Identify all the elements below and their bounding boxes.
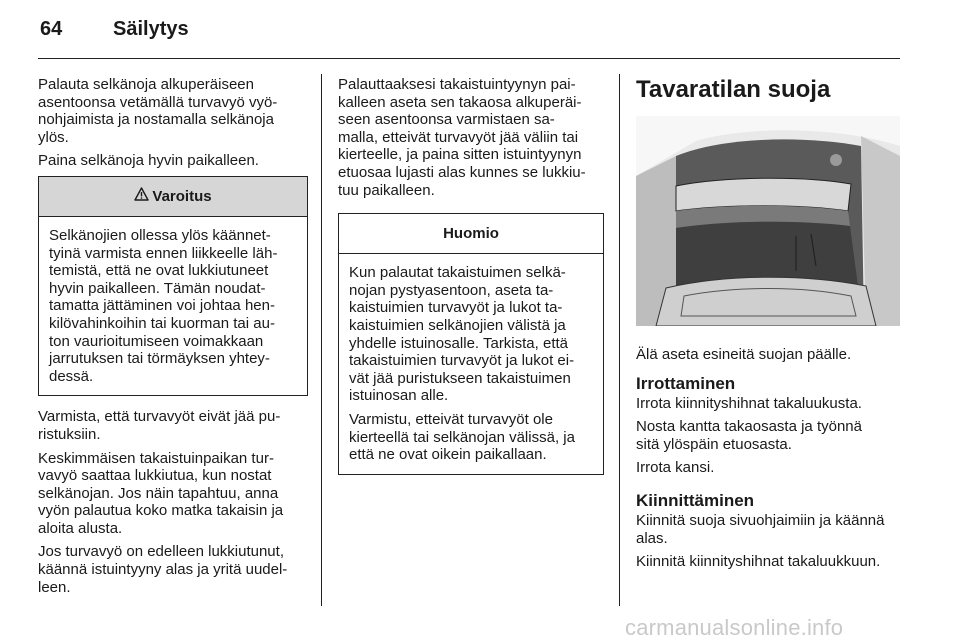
watermark: carmanualsonline.info — [625, 615, 844, 640]
warning-header — [39, 177, 307, 217]
paragraph: Varmista, että turvavyöt eivät jää pu- ristuksiin. — [38, 408, 281, 443]
paragraph: Keskimmäisen takaistuinpaikan tur- vavyö saattaa lukkiutua, kun nostat selkänojan. Jos näin tapahtuu, anna vyön palautua koko matka takaisin ja aloita alusta. — [38, 449, 284, 537]
caption: Älä aseta esineitä suojan päälle. — [636, 346, 852, 363]
paragraph: Paina selkänoja hyvin paikalleen. — [38, 152, 259, 170]
warning-triangle-icon — [134, 187, 149, 206]
section-title: Säilytys — [113, 18, 189, 40]
paragraph: Kiinnitä kiinnityshihnat takaluukkuun. — [636, 553, 881, 571]
column-3 — [636, 76, 906, 577]
header-rule — [38, 58, 900, 59]
paragraph: Irrota kiinnityshihnat takaluukusta. — [636, 394, 862, 412]
cargo-cover-photo — [636, 116, 900, 326]
page-number: 64 — [40, 18, 63, 40]
column-divider-2 — [619, 74, 620, 606]
note-title: Huomio — [443, 224, 499, 242]
column-divider-1 — [321, 74, 322, 606]
fitting-heading: Kiinnittäminen — [636, 490, 755, 510]
paragraph: Nosta kantta takaosasta ja työnnä sitä ylöspäin etuosasta. — [636, 418, 862, 453]
column-2 — [338, 76, 604, 487]
cargo-cover-heading: Tavaratilan suoja — [636, 76, 831, 103]
removing-heading: Irrottaminen — [636, 373, 736, 393]
warning-box — [38, 176, 308, 396]
note-header — [339, 214, 603, 254]
paragraph: Kiinnitä suoja sivuohjaimiin ja käännä alas. — [636, 511, 885, 547]
warning-text: Selkänojien ollessa ylös käännet- tyinä varmista ennen liikkeelle läh- temistä, että ne ovat lukkiutuneet hyvin paikalleen. Tämän noudat- tamatta jättäminen voi johtaa hen- kilövahinkoihin tai kuorman tai au- ton vaurioitumiseen voimakkaan jarrutuksen tai törmäyksen yhtey- dessä. — [49, 226, 278, 385]
note-text: Varmistu, etteivät turvavyöt ole kierteellä tai selkänojan välissä, ja että ne ovat oikein paikallaan. — [349, 410, 575, 464]
note-box — [338, 213, 604, 475]
note-text: Kun palautat takaistuimen selkä- nojan pystyasentoon, aseta ta- kaistuimien turvavyöt ja lukot ta- kaistuimien selkänojien välistä ja yhdelle istuinosalle. Tarkista, että takaistuimien turvavyöt ja lukot ei- vät jää puristukseen takaistuimen istuinosan alle. — [349, 264, 575, 405]
paragraph: Palauttaaksesi takaistuintyynyn pai- kalleen aseta sen takaosa alkuperäi- seen asentoonsa varmistaen sa- malla, etteivät turvavyöt jää väliin tai kierteelle, ja paina sitten istuintyynyn etuosaa lujasti alas kunnes se lukkiu- tuu paikalleen. — [338, 76, 586, 199]
column-1 — [38, 76, 308, 602]
paragraph: Palauta selkänoja alkuperäiseen asentoonsa vetämällä turvavyö vyö- nohjaimista ja nostamalla selkänoja ylös. — [38, 76, 278, 146]
paragraph: Irrota kansi. — [636, 459, 715, 477]
paragraph: Jos turvavyö on edelleen lukkiutunut, käännä istuintyyny alas ja yritä uudel- leen. — [38, 543, 288, 596]
warning-title: Varoitus — [152, 187, 212, 205]
